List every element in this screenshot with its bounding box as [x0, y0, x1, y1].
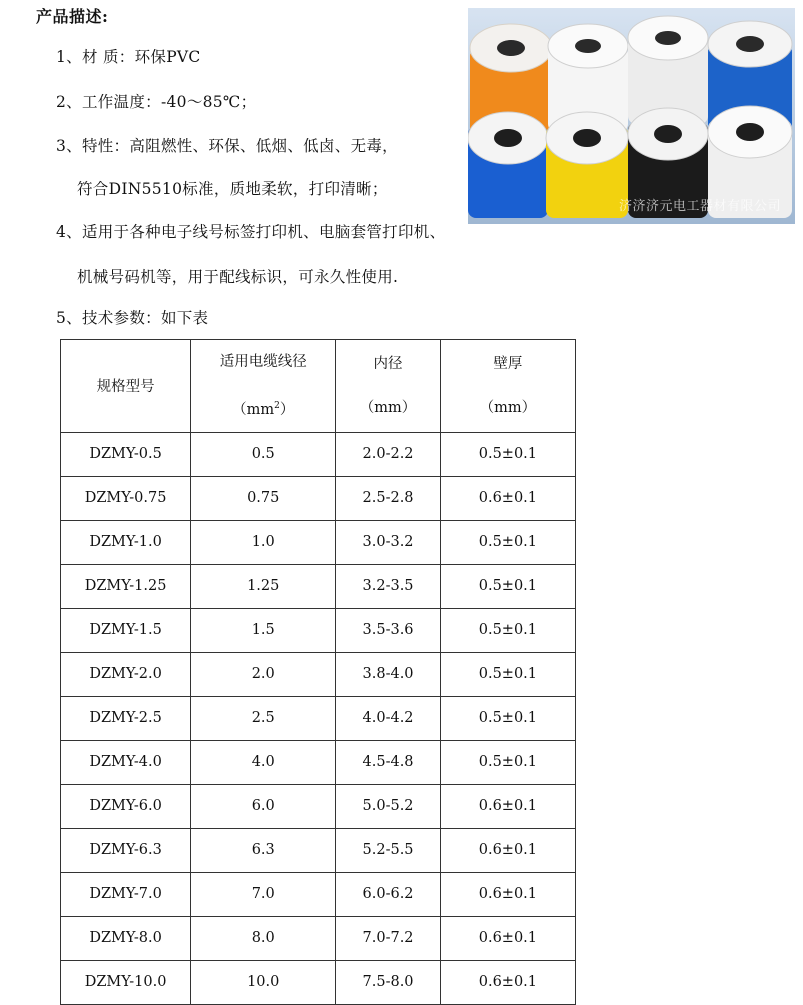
cell-cable: 2.0 — [191, 652, 336, 696]
table-row — [61, 828, 576, 872]
cell-cable: 1.25 — [191, 564, 336, 608]
product-photo — [468, 8, 795, 224]
cell-cable: 1.0 — [191, 520, 336, 564]
table-row — [61, 652, 576, 696]
cell-model: DZMY-1.5 — [61, 608, 191, 652]
cell-inner: 3.8-4.0 — [336, 652, 441, 696]
cell-model: DZMY-4.0 — [61, 740, 191, 784]
header-wall-thickness: 壁厚 （mm） — [440, 340, 575, 433]
feature-properties: 3、特性：高阻燃性、环保、低烟、低卤、无毒， — [56, 137, 398, 155]
table-row — [61, 872, 576, 916]
cell-cable: 4.0 — [191, 740, 336, 784]
cell-cable: 7.0 — [191, 872, 336, 916]
cell-inner: 7.5-8.0 — [336, 960, 441, 1004]
cell-cable: 6.3 — [191, 828, 336, 872]
cell-inner: 2.0-2.2 — [336, 432, 441, 476]
cell-inner: 2.5-2.8 — [336, 476, 441, 520]
cell-wall: 0.6±0.1 — [440, 916, 575, 960]
spool-blue-front — [468, 112, 548, 218]
table-row — [61, 564, 576, 608]
cell-wall: 0.5±0.1 — [440, 740, 575, 784]
table-row — [61, 476, 576, 520]
cell-wall: 0.6±0.1 — [440, 476, 575, 520]
cell-inner: 5.2-5.5 — [336, 828, 441, 872]
cell-inner: 3.5-3.6 — [336, 608, 441, 652]
cell-inner: 4.5-4.8 — [336, 740, 441, 784]
cell-inner: 3.2-3.5 — [336, 564, 441, 608]
table-row — [61, 432, 576, 476]
feature-temperature: 2、工作温度：-40～85℃； — [56, 93, 257, 111]
table-row — [61, 608, 576, 652]
cell-inner: 6.0-6.2 — [336, 872, 441, 916]
cell-model: DZMY-1.25 — [61, 564, 191, 608]
cell-model: DZMY-2.0 — [61, 652, 191, 696]
table-row — [61, 960, 576, 1004]
table-row — [61, 740, 576, 784]
cell-cable: 10.0 — [191, 960, 336, 1004]
cell-inner: 5.0-5.2 — [336, 784, 441, 828]
feature-usage: 4、适用于各种电子线号标签打印机、电脑套管打印机、 — [56, 223, 446, 241]
feature-material: 1、材 质：环保PVC — [56, 48, 201, 66]
cell-model: DZMY-8.0 — [61, 916, 191, 960]
cell-cable: 0.5 — [191, 432, 336, 476]
table-row — [61, 520, 576, 564]
table-header-row — [61, 340, 576, 433]
header-model: 规格型号 — [61, 340, 191, 433]
cell-model: DZMY-7.0 — [61, 872, 191, 916]
cell-wall: 0.5±0.1 — [440, 652, 575, 696]
cell-wall: 0.5±0.1 — [440, 696, 575, 740]
cell-wall: 0.5±0.1 — [440, 608, 575, 652]
cell-inner: 3.0-3.2 — [336, 520, 441, 564]
feature-properties-cont: 符合DIN5510标准，质地柔软，打印清晰； — [77, 180, 388, 198]
cell-wall: 0.6±0.1 — [440, 784, 575, 828]
cell-model: DZMY-1.0 — [61, 520, 191, 564]
cell-model: DZMY-6.0 — [61, 784, 191, 828]
cell-wall: 0.5±0.1 — [440, 520, 575, 564]
cell-inner: 7.0-7.2 — [336, 916, 441, 960]
table-row — [61, 916, 576, 960]
table-row — [61, 696, 576, 740]
cell-wall: 0.6±0.1 — [440, 828, 575, 872]
cell-model: DZMY-0.75 — [61, 476, 191, 520]
cell-cable: 8.0 — [191, 916, 336, 960]
photo-watermark: 济济济元电工器材有限公司 — [618, 199, 781, 214]
cell-wall: 0.5±0.1 — [440, 432, 575, 476]
cell-wall: 0.5±0.1 — [440, 564, 575, 608]
header-cable-diameter: 适用电缆线径 $(mm^2)$ — [191, 340, 336, 433]
cell-inner: 4.0-4.2 — [336, 696, 441, 740]
feature-usage-cont: 机械号码机等，用于配线标识，可永久性使用. — [77, 268, 399, 286]
cell-model: DZMY-0.5 — [61, 432, 191, 476]
cell-model: DZMY-6.3 — [61, 828, 191, 872]
section-title: 产品描述: — [36, 7, 109, 26]
cell-cable: 2.5 — [191, 696, 336, 740]
feature-parameters: 5、技术参数：如下表 — [56, 309, 209, 327]
cell-wall: 0.6±0.1 — [440, 960, 575, 1004]
cell-wall: 0.6±0.1 — [440, 872, 575, 916]
spec-table — [60, 339, 576, 1005]
header-inner-diameter: 内径 （mm） — [336, 340, 441, 433]
cell-cable: 6.0 — [191, 784, 336, 828]
cell-model: DZMY-2.5 — [61, 696, 191, 740]
spool-yellow — [546, 112, 628, 218]
cell-cable: 0.75 — [191, 476, 336, 520]
cell-cable: 1.5 — [191, 608, 336, 652]
cell-model: DZMY-10.0 — [61, 960, 191, 1004]
table-row — [61, 784, 576, 828]
